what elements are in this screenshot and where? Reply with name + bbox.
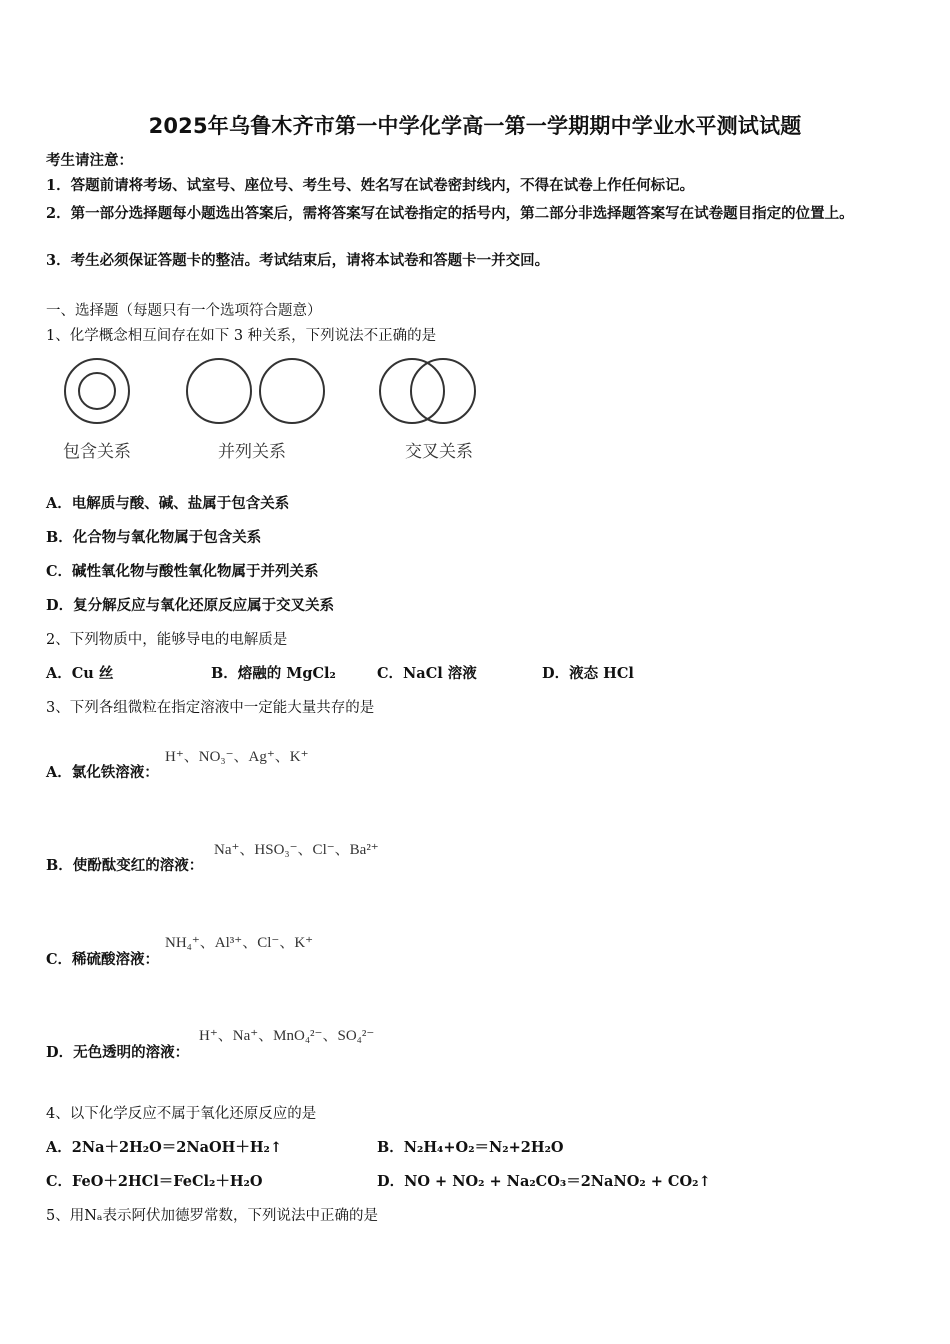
inclusion-inner-circle bbox=[79, 373, 115, 409]
label-intersect: 交叉关系 bbox=[405, 442, 473, 462]
q3-stem: 3、下列各组微粒在指定溶液中一定能大量共存的是 bbox=[46, 700, 375, 716]
intersect-left-circle bbox=[380, 359, 444, 423]
q2-option-b: B．熔融的 MgCl₂ bbox=[211, 665, 336, 682]
q3-option-b: B．使酚酞变红的溶液： bbox=[46, 857, 204, 874]
parallel-left-circle bbox=[187, 359, 251, 423]
q1-stem: 1、化学概念相互间存在如下 3 种关系，下列说法不正确的是 bbox=[46, 328, 437, 344]
section-title: 一、选择题（每题只有一个选项符合题意） bbox=[46, 303, 322, 319]
q3-option-c: C．稀硫酸溶液： bbox=[46, 951, 160, 968]
notice-heading: 考生请注意： bbox=[46, 152, 133, 169]
q2-option-a: A．Cu 丝 bbox=[46, 665, 114, 682]
q2-stem: 2、下列物质中，能够导电的电解质是 bbox=[46, 632, 288, 648]
q1-option-d: D．复分解反应与氧化还原反应属于交叉关系 bbox=[46, 597, 335, 614]
notice-item-2: 2．第一部分选择题每小题选出答案后，需将答案写在试卷指定的括号内，第二部分非选择题答案写在试卷题目指定的位置上。 bbox=[46, 205, 854, 222]
q4-option-d: D．NO + NO₂ + Na₂CO₃＝2NaNO₂ + CO₂↑ bbox=[377, 1173, 711, 1190]
q3-a-ions: H⁺、NO₃⁻、Ag⁺、K⁺ bbox=[165, 749, 309, 765]
label-parallel: 并列关系 bbox=[218, 442, 286, 462]
q4-option-a: A．2Na＋2H₂O＝2NaOH＋H₂↑ bbox=[46, 1139, 283, 1156]
q1-option-b: B．化合物与氧化物属于包含关系 bbox=[46, 529, 262, 546]
label-inclusion: 包含关系 bbox=[63, 442, 131, 462]
q5-stem: 5、用Nₐ表示阿伏加德罗常数，下列说法中正确的是 bbox=[46, 1208, 379, 1224]
notice-item-1: 1．答题前请将考场、试室号、座位号、考生号、姓名写在试卷密封线内，不得在试卷上作任何标记。 bbox=[46, 177, 695, 194]
q3-option-d: D．无色透明的溶液： bbox=[46, 1044, 190, 1061]
q1-option-a: A．电解质与酸、碱、盐属于包含关系 bbox=[46, 495, 290, 512]
q3-b-ions: Na⁺、HSO₃⁻、Cl⁻、Ba²⁺ bbox=[214, 842, 379, 858]
notice-item-3: 3．考生必须保证答题卡的整洁。考试结束后，请将本试卷和答题卡一并交回。 bbox=[46, 252, 550, 269]
q3-c-ions: NH₄⁺、Al³⁺、Cl⁻、K⁺ bbox=[165, 935, 314, 951]
parallel-right-circle bbox=[260, 359, 324, 423]
page-title: 2025年乌鲁木齐市第一中学化学高一第一学期期中学业水平测试试题 bbox=[148, 114, 802, 138]
q3-option-a: A．氯化铁溶液： bbox=[46, 764, 159, 781]
q4-option-b: B．N₂H₄+O₂＝N₂+2H₂O bbox=[377, 1139, 564, 1156]
q1-option-c: C．碱性氧化物与酸性氧化物属于并列关系 bbox=[46, 563, 319, 580]
intersect-right-circle bbox=[411, 359, 475, 423]
q2-option-d: D．液态 HCl bbox=[542, 665, 634, 682]
q4-stem: 4、以下化学反应不属于氧化还原反应的是 bbox=[46, 1106, 317, 1122]
q4-option-c: C．FeO＋2HCl＝FeCl₂＋H₂O bbox=[46, 1173, 263, 1190]
inclusion-outer-circle bbox=[65, 359, 129, 423]
q2-option-c: C．NaCl 溶液 bbox=[377, 665, 477, 682]
q3-d-ions: H⁺、Na⁺、MnO₄²⁻、SO₄²⁻ bbox=[199, 1028, 375, 1044]
